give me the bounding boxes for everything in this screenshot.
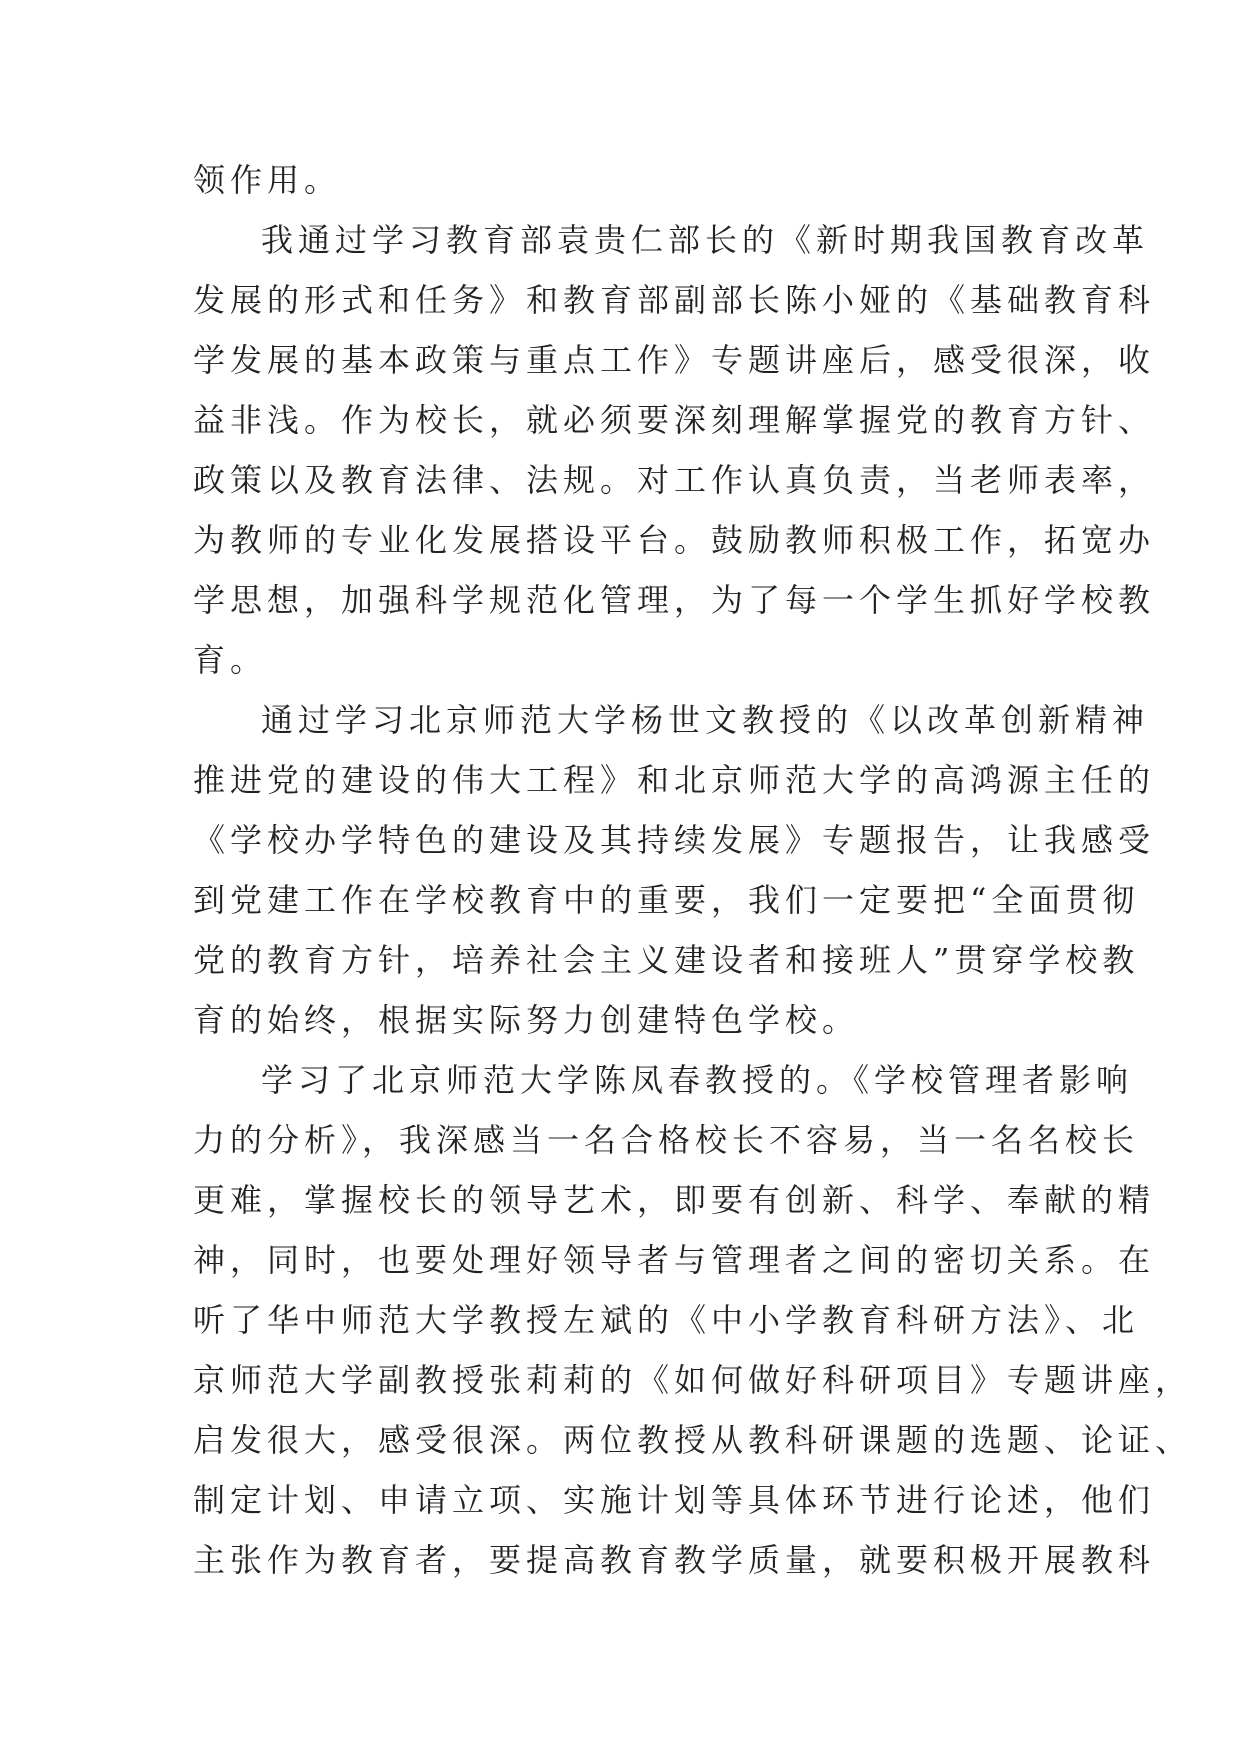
text-line: 党的教育方针，培养社会主义建设者和接班人”贯穿学校教 [193, 941, 1140, 979]
text-line: 发展的形式和任务》和教育部副部长陈小娅的《基础教育科 [193, 281, 1156, 319]
text-line: 育。 [193, 641, 268, 679]
text-line: 力的分析》，我深感当一名合格校长不容易，当一名名校长 [193, 1121, 1140, 1159]
paragraph-4 [193, 1050, 1193, 1590]
text-line: 更难，掌握校长的领导艺术，即要有创新、科学、奉献的精 [193, 1181, 1156, 1219]
text-line: 政策以及教育法律、法规。对工作认真负责，当老师表率， [193, 461, 1156, 499]
text-line: 推进党的建设的伟大工程》和北京师范大学的高鸿源主任的 [193, 761, 1156, 799]
paragraph-2 [193, 210, 1156, 690]
text-line: 学思想，加强科学规范化管理，为了每一个学生抓好学校教 [193, 581, 1156, 619]
text-line: 学发展的基本政策与重点工作》专题讲座后，感受很深，收 [193, 341, 1156, 379]
text-line: 为教师的专业化发展搭设平台。鼓励教师积极工作，拓宽办 [193, 521, 1156, 559]
paragraph-1 [193, 150, 1053, 210]
document-body [193, 150, 1193, 1590]
text-line: 主张作为教育者，要提高教育教学质量，就要积极开展教科 [193, 1541, 1156, 1579]
text-line: 启发很大，感受很深。两位教授从教科研课题的选题、论证、 [193, 1421, 1193, 1459]
text-line: 听了华中师范大学教授左斌的《中小学教育科研方法》、北 [193, 1301, 1140, 1339]
text-line: 育的始终，根据实际努力创建特色学校。 [193, 1001, 860, 1039]
text-line: 益非浅。作为校长，就必须要深刻理解掌握党的教育方针、 [193, 401, 1156, 439]
text-line: 《学校办学特色的建设及其持续发展》专题报告，让我感受 [193, 821, 1156, 859]
text-line: 神，同时，也要处理好领导者与管理者之间的密切关系。在 [193, 1241, 1156, 1279]
text-line: 通过学习北京师范大学杨世文教授的《以改革创新精神 [261, 701, 1150, 739]
text-line: 制定计划、申请立项、实施计划等具体环节进行论述，他们 [193, 1481, 1156, 1519]
text-line: 京师范大学副教授张莉莉的《如何做好科研项目》专题讲座， [193, 1361, 1193, 1399]
text-line: 我通过学习教育部袁贵仁部长的《新时期我国教育改革 [261, 221, 1150, 259]
text-line: 学习了北京师范大学陈凤春教授的。《学校管理者影响 [261, 1061, 1134, 1099]
text-line: 到党建工作在学校教育中的重要，我们一定要把“全面贯彻 [193, 881, 1140, 919]
text-line: 领作用。 [193, 161, 342, 199]
paragraph-3 [193, 690, 1156, 1050]
